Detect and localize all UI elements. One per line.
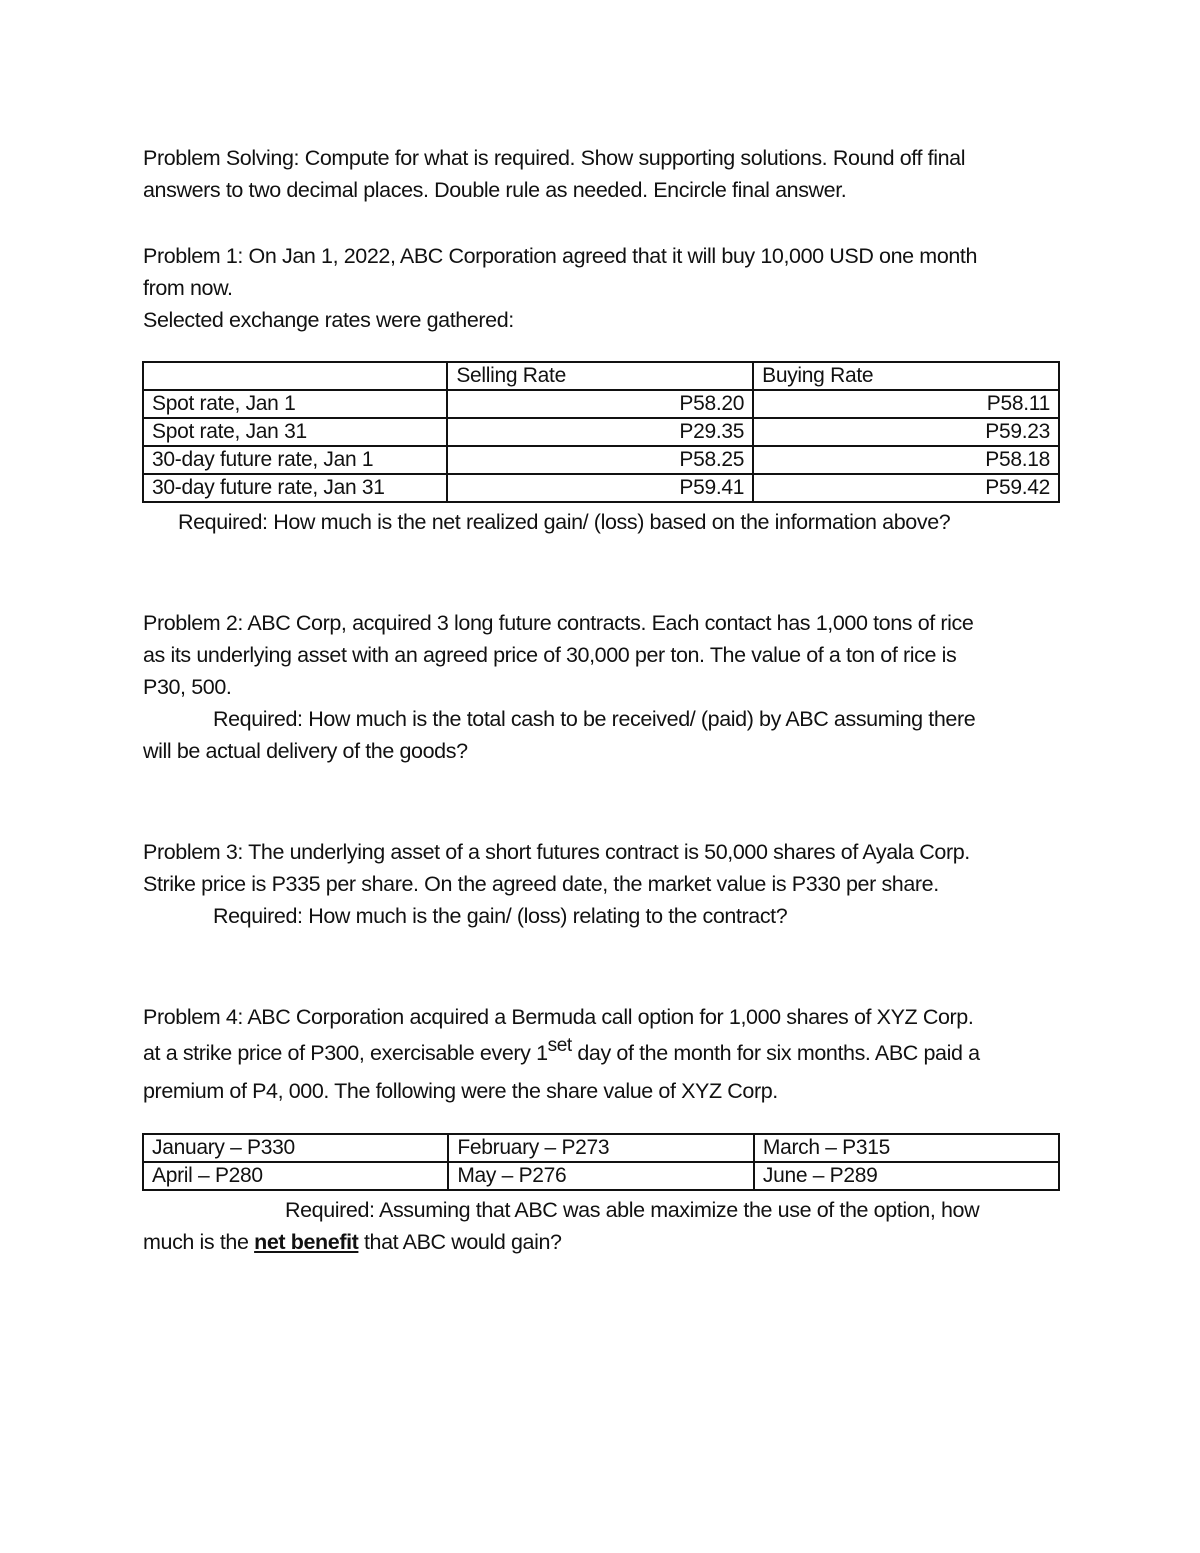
problem-3-text	[143, 836, 1063, 932]
buying-rate: P59.23	[753, 418, 1059, 446]
table-header-cell	[143, 362, 447, 390]
problem-1-text	[143, 240, 1063, 336]
buying-rate: P58.11	[753, 390, 1059, 418]
problem-3-line-1: Problem 3: The underlying asset of a short futures contract is 50,000 shares of Ayala Corp.	[143, 840, 970, 864]
ordinal-suffix: set	[547, 1035, 572, 1056]
rate-label: Spot rate, Jan 31	[143, 418, 447, 446]
table-header-cell: Selling Rate	[447, 362, 753, 390]
problem-3-line-2: Strike price is P335 per share. On the agreed date, the market value is P330 per share.	[143, 872, 939, 896]
problem-2-line-3: P30, 500.	[143, 675, 232, 699]
share-values-table	[142, 1133, 1060, 1191]
instructions-line-1: Problem Solving: Compute for what is required. Show supporting solutions. Round off final	[143, 146, 966, 170]
problem-4-text	[143, 999, 1063, 1109]
problem-4-required-line-2a: much is the	[143, 1230, 255, 1254]
month-value: January – P330	[143, 1134, 448, 1162]
problem-2-text	[143, 607, 1063, 767]
buying-rate: P58.18	[753, 446, 1059, 474]
month-value: April – P280	[143, 1162, 448, 1190]
table-header-cell: Buying Rate	[753, 362, 1059, 390]
problem-4-required	[143, 1194, 1063, 1258]
rate-label: Spot rate, Jan 1	[143, 390, 447, 418]
problem-4-required-line-1: Required: Assuming that ABC was able maximize the use of the option, how	[285, 1198, 980, 1222]
table-row	[143, 418, 1059, 446]
problem-1-line-2: from now.	[143, 276, 233, 300]
problem-1-line-1: Problem 1: On Jan 1, 2022, ABC Corporation agreed that it will buy 10,000 USD one month	[143, 244, 978, 268]
problem-3-required: Required: How much is the gain/ (loss) relating to the contract?	[213, 904, 788, 928]
month-value: March – P315	[754, 1134, 1059, 1162]
month-value: February – P273	[448, 1134, 754, 1162]
problem-4-line-1: Problem 4: ABC Corporation acquired a Bermuda call option for 1,000 shares of XYZ Corp.	[143, 1005, 974, 1029]
selling-rate: P59.41	[447, 474, 753, 502]
problem-2-line-1: Problem 2: ABC Corp, acquired 3 long future contracts. Each contact has 1,000 tons of rice	[143, 611, 974, 635]
problem-1-line-3: Selected exchange rates were gathered:	[143, 308, 514, 332]
problem-2-required-line-2: will be actual delivery of the goods?	[143, 739, 468, 763]
problem-4-line-2a: at a strike price of P300, exercisable every 1	[143, 1041, 548, 1065]
table-row	[143, 1134, 1059, 1162]
problem-4-line-2b: day of the month for six months. ABC paid a	[571, 1041, 980, 1065]
selling-rate: P58.25	[447, 446, 753, 474]
problem-2-required-line-1: Required: How much is the total cash to be received/ (paid) by ABC assuming there	[213, 707, 976, 731]
table-row	[143, 390, 1059, 418]
month-value: May – P276	[448, 1162, 754, 1190]
buying-rate: P59.42	[753, 474, 1059, 502]
rate-label: 30-day future rate, Jan 31	[143, 474, 447, 502]
problem-2-line-2: as its underlying asset with an agreed price of 30,000 per ton. The value of a ton of rice is	[143, 643, 957, 667]
problem-4-line-3: premium of P4, 000. The following were the share value of XYZ Corp.	[143, 1079, 778, 1103]
selling-rate: P29.35	[447, 418, 753, 446]
table-header-row	[143, 362, 1059, 390]
instructions-line-2: answers to two decimal places. Double rule as needed. Encircle final answer.	[143, 178, 847, 202]
net-benefit-emphasis: net benefit	[254, 1230, 359, 1254]
rate-label: 30-day future rate, Jan 1	[143, 446, 447, 474]
problem-1-required: Required: How much is the net realized gain/ (loss) based on the information above?	[178, 510, 951, 534]
problem-4-required-line-2b: that ABC would gain?	[358, 1230, 562, 1254]
table-row	[143, 1162, 1059, 1190]
table-row	[143, 446, 1059, 474]
instructions	[143, 142, 1063, 206]
month-value: June – P289	[754, 1162, 1059, 1190]
selling-rate: P58.20	[447, 390, 753, 418]
exchange-rates-table	[142, 361, 1060, 503]
table-row	[143, 474, 1059, 502]
